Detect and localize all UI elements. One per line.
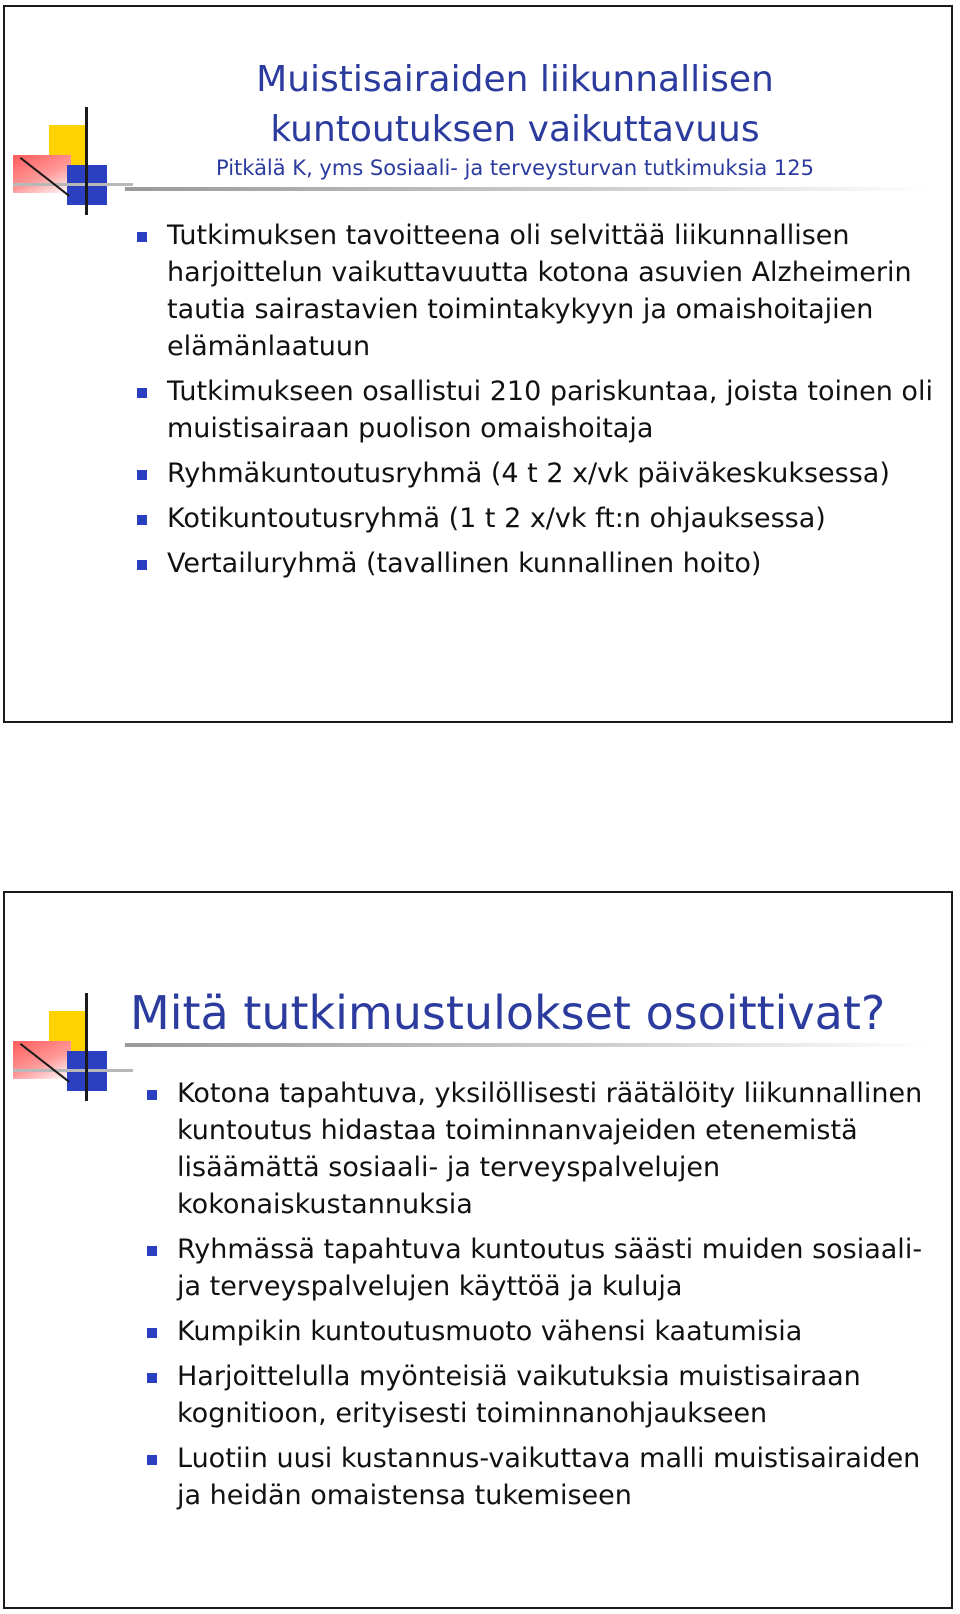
square-bullet-icon (147, 1373, 157, 1383)
bullet-text: Ryhmäkuntoutusryhmä (4 t 2 x/vk päiväkeskuksessa) (167, 458, 890, 489)
bullet-text: Kotona tapahtuva, yksilöllisesti räätälöity liikunnallinen kuntoutus hidastaa toiminnanvajeiden etenemistä lisäämättä sosiaali- ja terveyspalvelujen kokonaiskustannuksia (177, 1078, 923, 1220)
bullet-list (145, 1075, 935, 1522)
square-bullet-icon (137, 470, 147, 480)
slide-1 (3, 5, 953, 723)
list-item (135, 373, 935, 447)
title-underline (125, 1043, 931, 1047)
slide-2 (3, 891, 953, 1609)
list-item (135, 545, 935, 582)
list-item (145, 1358, 935, 1432)
title-underline (125, 187, 931, 191)
bullet-list (135, 217, 935, 590)
slide-decoration-icon (13, 107, 143, 217)
slide-subtitle: Pitkälä K, yms Sosiaali- ja terveysturvan tutkimuksia 125 (216, 156, 814, 180)
bullet-text: Tutkimukseen osallistui 210 pariskuntaa, joista toinen oli muistisairaan puolison omaishoitaja (167, 376, 933, 444)
slide-title: Mitä tutkimustulokset osoittivat? (130, 986, 886, 1040)
square-bullet-icon (137, 232, 147, 242)
bullet-text: Luotiin uusi kustannus-vaikuttava malli muistisairaiden ja heidän omaistensa tukemiseen (177, 1443, 921, 1511)
bullet-text: Ryhmässä tapahtuva kuntoutus säästi muiden sosiaali- ja terveyspalvelujen käyttöä ja kuluja (177, 1234, 923, 1302)
bullet-text: Harjoittelulla myönteisiä vaikutuksia muistisairaan kognitioon, erityisesti toiminnanohjaukseen (177, 1361, 861, 1429)
square-bullet-icon (147, 1246, 157, 1256)
list-item (145, 1075, 935, 1223)
slide-title: Muistisairaiden liikunnallisen kuntoutuksen vaikuttavuus (256, 59, 774, 150)
bullet-text: Kotikuntoutusryhmä (1 t 2 x/vk ft:n ohjauksessa) (167, 503, 826, 534)
square-bullet-icon (137, 515, 147, 525)
square-bullet-icon (137, 560, 147, 570)
list-item (145, 1231, 935, 1305)
square-bullet-icon (147, 1455, 157, 1465)
list-item (145, 1440, 935, 1514)
square-bullet-icon (147, 1328, 157, 1338)
bullet-text: Tutkimuksen tavoitteena oli selvittää liikunnallisen harjoittelun vaikuttavuutta kotona asuvien Alzheimerin tautia sairastavien toimintakykyyn ja omaishoitajien elämänlaatuun (167, 220, 912, 362)
square-bullet-icon (147, 1090, 157, 1100)
bullet-text: Kumpikin kuntoutusmuoto vähensi kaatumisia (177, 1316, 803, 1347)
list-item (135, 500, 935, 537)
list-item (135, 455, 935, 492)
slide-decoration-icon (13, 993, 143, 1103)
square-bullet-icon (137, 388, 147, 398)
list-item (145, 1313, 935, 1350)
bullet-text: Vertailuryhmä (tavallinen kunnallinen hoito) (167, 548, 762, 579)
list-item (135, 217, 935, 365)
